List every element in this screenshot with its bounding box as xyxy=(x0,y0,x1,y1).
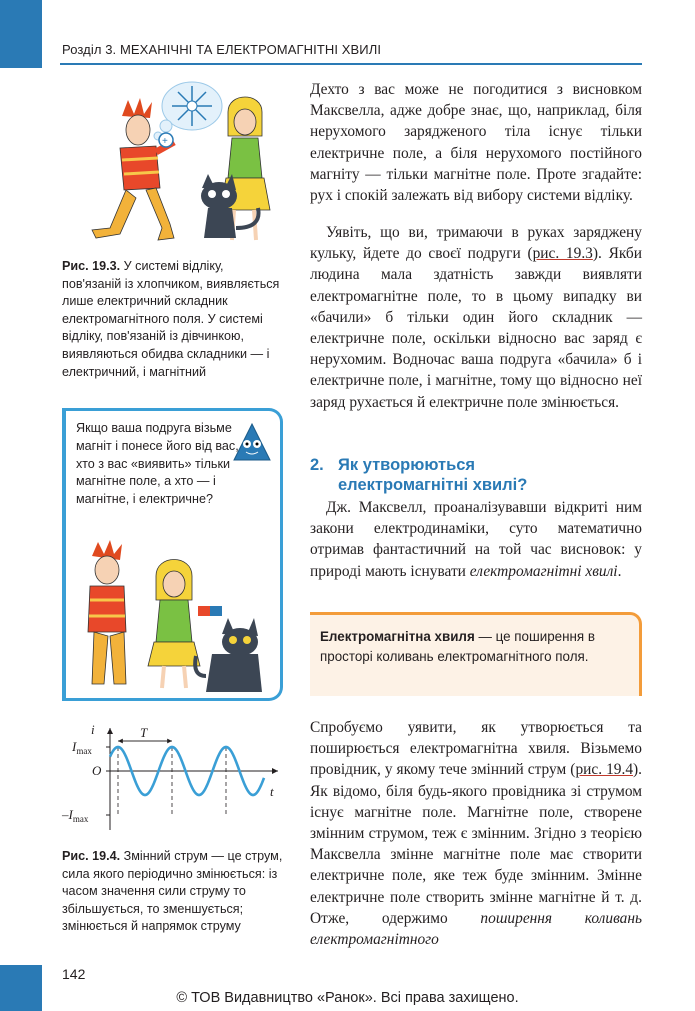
period-label: T xyxy=(140,725,148,740)
paragraph-4-italic: поширення коливань електромагнітного xyxy=(310,909,642,949)
question-box-bar xyxy=(62,408,66,698)
definition-term: Електромагнітна хвиля xyxy=(320,629,475,644)
copyright-footer: © ТОВ Видавництво «Ранок». Всі права захищено. xyxy=(176,990,519,1006)
axis-y-label: i xyxy=(91,722,95,737)
paragraph-1-text: Дехто з вас може не погодитися з висновком Максвелла, адже добре знає, що, наприклад, біля нерухомого зарядженого тіла існує тільки електричне поле, а біля нерухомого постійного магніту — тільки магнітне поле. Проте згадайте: рух і спокій залежать від вибору системи відліку. xyxy=(310,81,642,205)
figure-19-3-illustration xyxy=(62,78,287,254)
origin-label: O xyxy=(92,763,102,778)
figure-19-4-graph xyxy=(60,722,290,834)
section-title-line1: Як утворюються xyxy=(338,456,476,474)
paragraph-1 xyxy=(310,79,642,206)
figure-19-3-caption xyxy=(62,258,284,381)
definition-text xyxy=(320,627,625,667)
figure-19-3-link[interactable]: рис. 19.3 xyxy=(532,245,593,263)
axis-x-label: t xyxy=(270,784,274,799)
question-text: Якщо ваша подруга візьме магніт і понесе його від вас, хто з вас «виявить» тільки магнітне поле, а хто — і магнітне, і електричне? xyxy=(76,421,239,507)
figure-19-3-label: Рис. 19.3. xyxy=(62,259,121,273)
page-number: 142 xyxy=(62,966,86,982)
figure-19-4-text: Змінний струм — це струм, сила якого періодично змінюється: із часом значення сили струму то збільшується, то зменшується; змінюється й напрямок струму xyxy=(62,849,283,934)
section-number: 2. xyxy=(310,456,324,474)
definition-body: — це поширення в просторі коливань електромагнітного поля. xyxy=(320,629,595,664)
figure-19-4-link[interactable]: рис. 19.4 xyxy=(575,761,634,779)
paragraph-3-end: . xyxy=(617,562,622,580)
paragraph-2 xyxy=(310,222,642,413)
header-rule xyxy=(60,63,642,65)
figure-19-3-text: У системі відліку, пов'язаній із хлопчиком, виявляється лише електричний складник електромагнітного поля. У системі відліку, пов'язаній із дівчинкою, виявляються обидва складники — і електричний, і магнітний xyxy=(62,259,280,379)
figure-19-4-caption xyxy=(62,848,284,936)
paragraph-3-italic: електромагнітні хвилі xyxy=(469,562,618,580)
paragraph-2-end: ). Якби людина мала здатність завжди виявляти електромагнітне поле, то в цьому випадку ви «бачили» б тільки один його складник — електричне поле, оскільки відносно вас заряд є нерухомим. Водночас ваша подруга «бачила» б і електричне поле, і магнітне, тому що відносно неї заряд рухається й електричне поле змінюється. xyxy=(310,245,642,411)
paragraph-3 xyxy=(310,497,642,582)
section-heading xyxy=(310,455,642,494)
svg-text:+: + xyxy=(162,136,168,147)
imax-label: $I_{max}$ xyxy=(72,739,92,756)
question-illustration xyxy=(72,536,272,694)
running-header: Розділ 3. МЕХАНІЧНІ ТА ЕЛЕКТРОМАГНІТНІ ХВИЛІ xyxy=(62,42,382,57)
paragraph-4-middle: ). Як відомо, біля будь-якого провідника зі струмом існує магнітне поле. Магнітне поле, створене змінним струмом, теж є змінним. Згідно з теорією Максвелла змінне магнітне поле має створити електричне поле, яке теж буде змінним. Змінне електричне поле створить змінне магнітне й т. д. Отже, одержимо xyxy=(310,761,642,927)
neg-imax-label: $-I_{max}$ xyxy=(62,807,89,824)
triangle-mascot-icon xyxy=(232,420,272,466)
paragraph-3-text: Дж. Максвелл, проаналізувавши відкриті ним закони електродинаміки, суто математично отримав фантастичний на той час висновок: у природі мають існувати xyxy=(310,499,642,580)
paragraph-4 xyxy=(310,717,642,950)
paragraph-4-start: Спробуємо уявити, як утворюється та поширюється електромагнітна хвиля. Візьмемо провідник, у якому тече змінний струм ( xyxy=(310,719,642,779)
corner-decoration-top xyxy=(0,0,42,68)
paragraph-2-start: Уявіть, що ви, тримаючи в руках заряджену кульку, йдете до своєї подруги ( xyxy=(310,224,642,263)
section-title-line2: електромагнітні хвилі? xyxy=(338,476,528,494)
figure-19-4-label: Рис. 19.4. xyxy=(62,849,121,863)
